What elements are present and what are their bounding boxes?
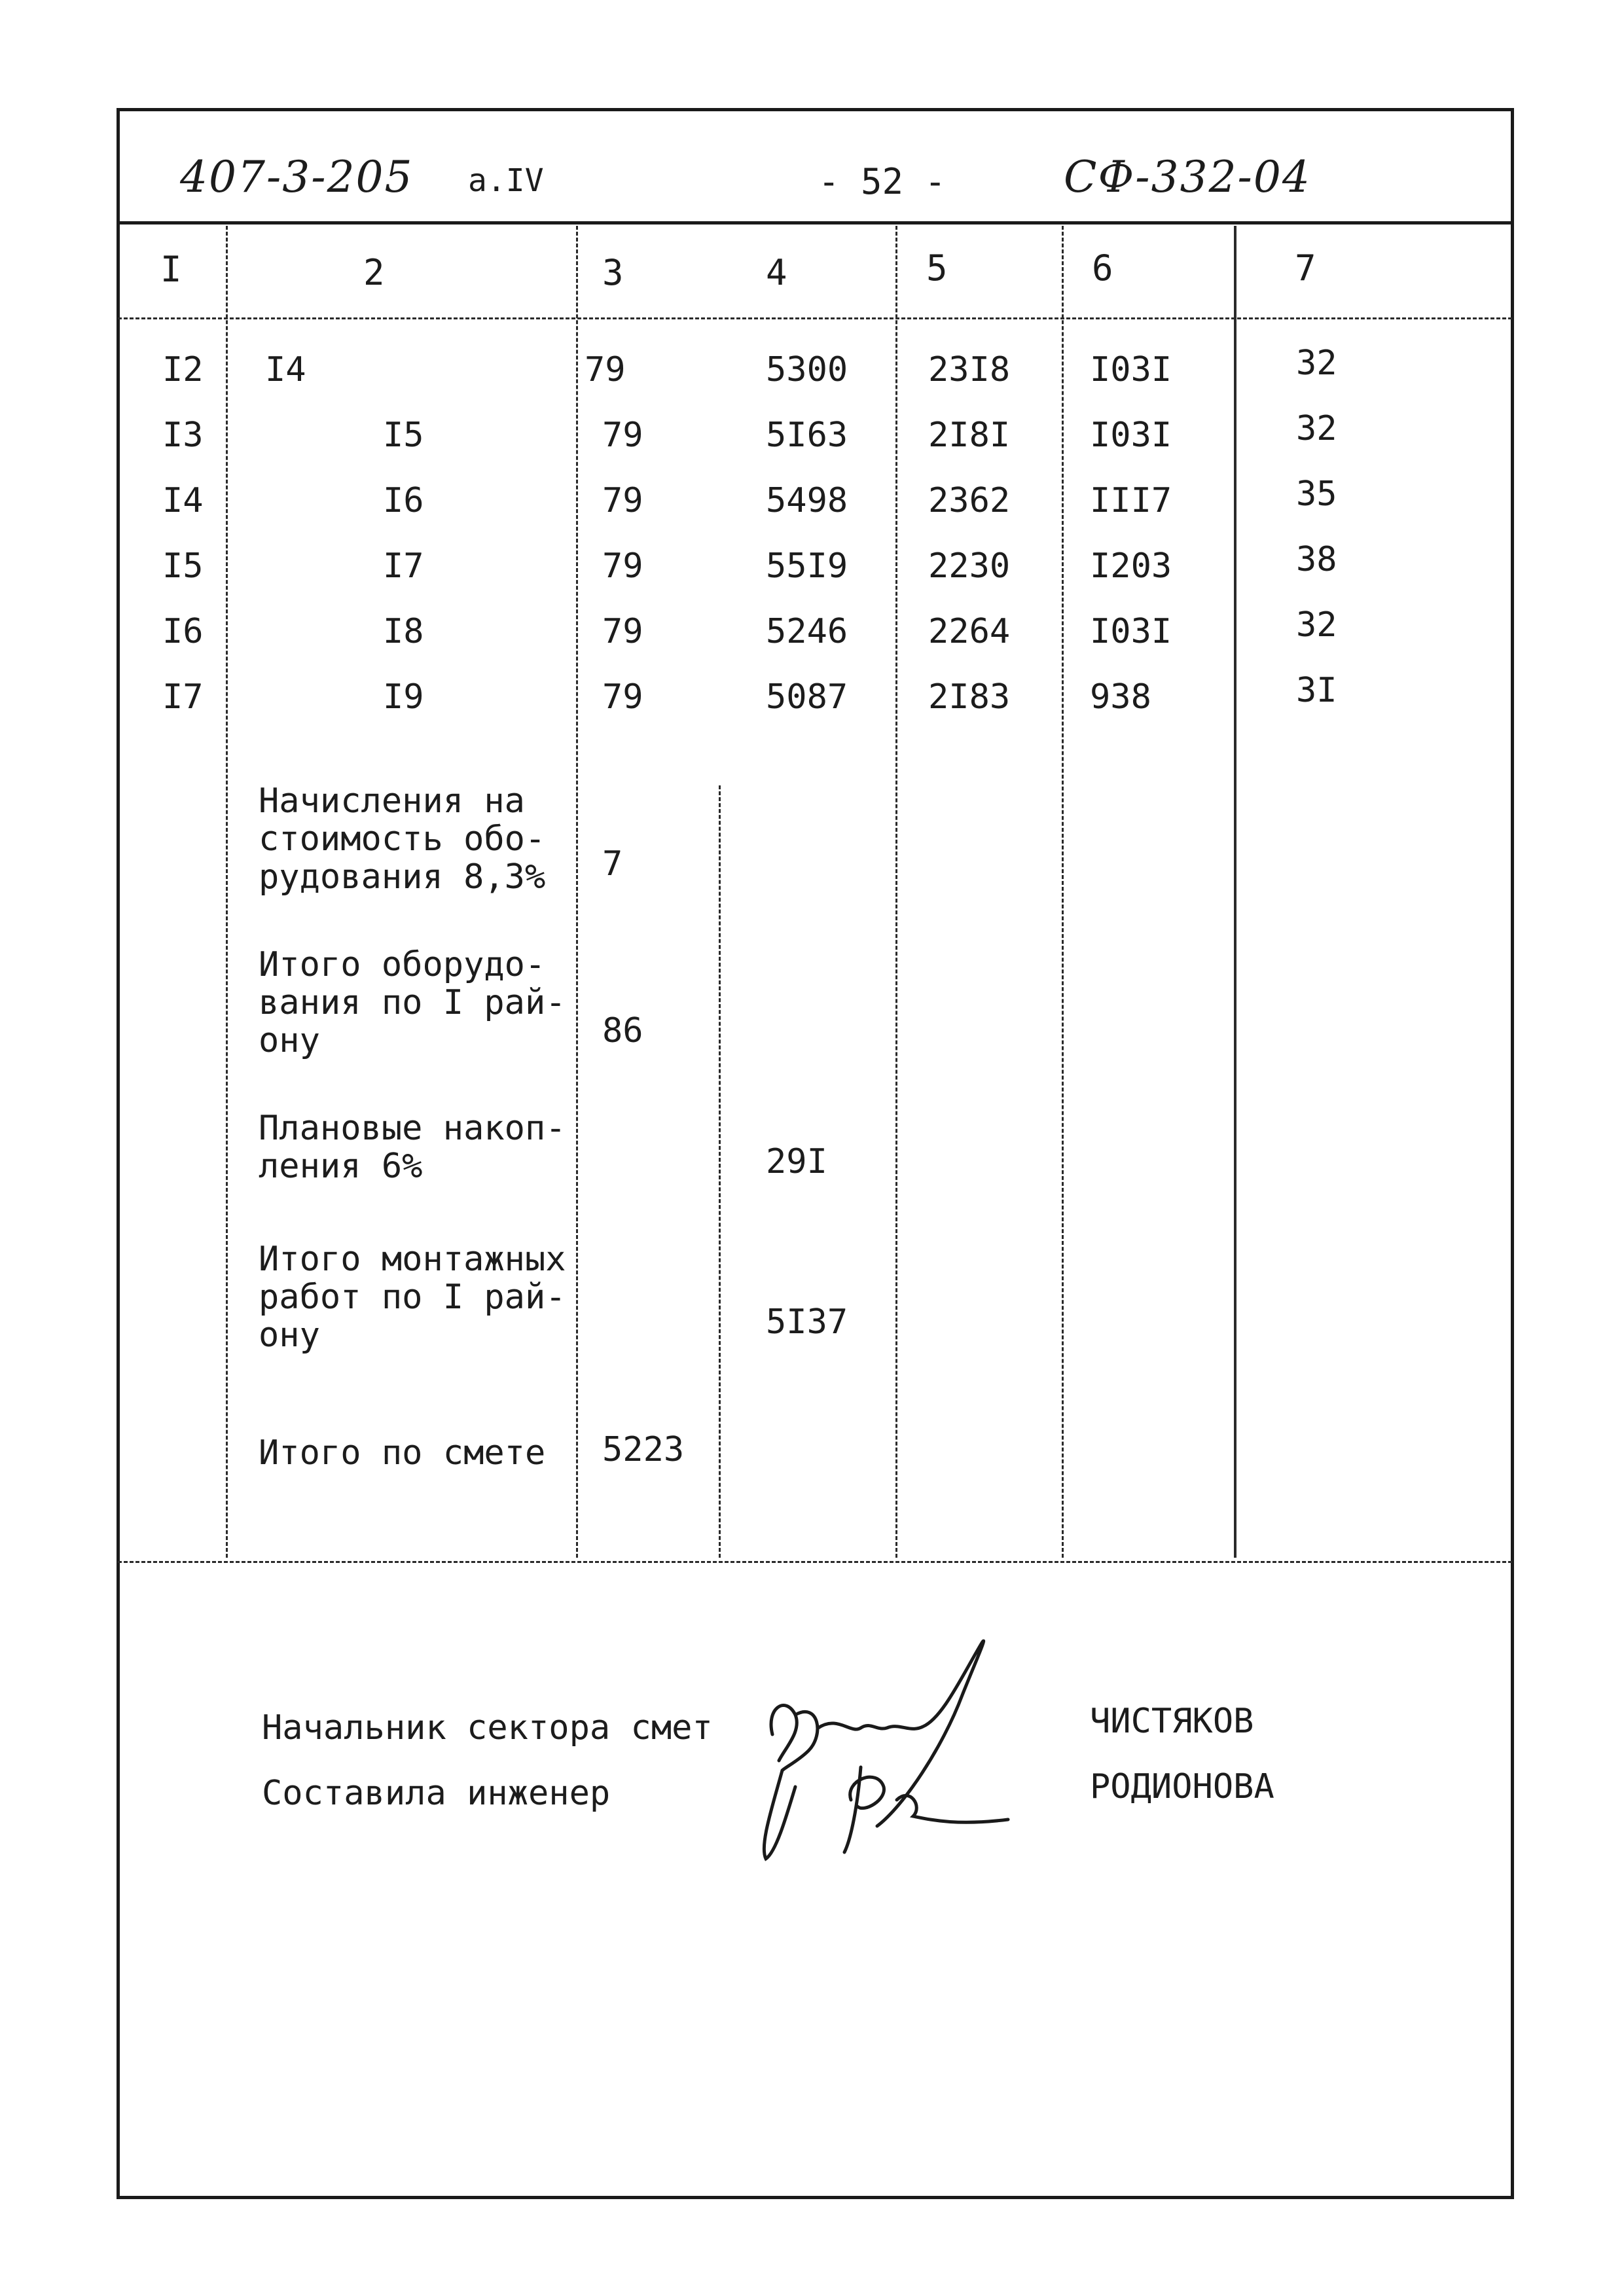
column-4-cell: 5300: [766, 350, 848, 389]
column-4-cell: 55I9: [766, 547, 848, 586]
column-5-cell: 2I83: [928, 677, 1011, 717]
project-code: 407-3-205: [180, 152, 414, 202]
column-6-cell: I03I: [1090, 350, 1172, 389]
signatory-role: Составила инженер: [262, 1774, 611, 1813]
column-header-7: 7: [1295, 247, 1316, 289]
summary-column-3: 7: [602, 844, 623, 884]
column-7-cell: 35: [1296, 475, 1337, 514]
column-5-cell: 2264: [928, 612, 1011, 651]
column-5-cell: 2230: [928, 547, 1011, 586]
album-number: a.IV: [468, 162, 544, 199]
column-7-cell: 38: [1296, 540, 1337, 579]
row-number-cell: I4: [162, 481, 204, 520]
column-7-cell: 3I: [1296, 671, 1337, 710]
column-7-cell: 32: [1296, 605, 1337, 645]
column-5-cell: 2I8I: [928, 416, 1011, 455]
column-7-cell: 32: [1296, 409, 1337, 448]
handwritten-signature: [746, 1636, 1021, 1872]
column-header-3: 3: [602, 252, 624, 293]
column-header-6: 6: [1092, 247, 1113, 289]
column-3-cell: 79: [602, 677, 643, 717]
summary-column-3: 86: [602, 1011, 643, 1050]
column-7-cell: 32: [1296, 344, 1337, 383]
item-number-cell: I4: [265, 350, 306, 389]
column-3-cell: 79: [602, 612, 643, 651]
column-separator: [576, 226, 578, 1558]
column-3-cell: 79: [602, 481, 643, 520]
summary-label: Начисления на стоимость обо- рудования 8,3%: [259, 781, 546, 897]
signatory-name: РОДИОНОВА: [1090, 1767, 1274, 1806]
item-number-cell: I7: [383, 547, 424, 586]
summary-column-3: 5223: [602, 1430, 685, 1469]
summary-label: Плановые накоп- ления 6%: [259, 1109, 566, 1186]
item-number-cell: I9: [383, 677, 424, 717]
table-bottom-divider: [118, 1561, 1512, 1563]
row-number-cell: I3: [162, 416, 204, 455]
column-6-cell: I03I: [1090, 612, 1172, 651]
row-number-cell: I5: [162, 547, 204, 586]
column-4-cell: 5246: [766, 612, 848, 651]
item-number-cell: I5: [383, 416, 424, 455]
column-separator: [226, 226, 228, 1558]
column-5-cell: 2362: [928, 481, 1011, 520]
column-separator: [895, 226, 897, 1558]
column-6-cell: 938: [1090, 677, 1151, 717]
item-number-cell: I6: [383, 481, 424, 520]
column-3-cell: 79: [602, 547, 643, 586]
column-3-cell: 79: [585, 350, 626, 389]
column-4-cell: 5498: [766, 481, 848, 520]
column-3-cell: 79: [602, 416, 643, 455]
column-5-cell: 23I8: [928, 350, 1011, 389]
column-separator: [1062, 226, 1064, 1558]
summary-label: Итого по смете: [259, 1433, 546, 1473]
header-divider: [117, 221, 1514, 224]
column-header-2: 2: [363, 252, 385, 293]
column-header-5: 5: [926, 247, 948, 289]
row-number-cell: I6: [162, 612, 204, 651]
column-4-cell: 5I63: [766, 416, 848, 455]
summary-label: Итого монтажных работ по I рай- ону: [259, 1240, 566, 1355]
column-4-cell: 5087: [766, 677, 848, 717]
column-6-cell: I03I: [1090, 416, 1172, 455]
summary-label: Итого оборудо- вания по I рай- ону: [259, 945, 566, 1060]
column-6-cell: I203: [1090, 547, 1172, 586]
summary-column-4: 29I: [766, 1142, 827, 1181]
page-number: - 52 -: [818, 161, 947, 202]
column-6-cell: III7: [1090, 481, 1172, 520]
summary-column-4: 5I37: [766, 1302, 848, 1342]
column-separator: [719, 785, 721, 1558]
row-number-cell: I7: [162, 677, 204, 717]
column-header-divider: [118, 317, 1512, 319]
sheet-code: СФ-332-04: [1064, 152, 1311, 202]
column-header-4: 4: [766, 252, 787, 293]
item-number-cell: I8: [383, 612, 424, 651]
column-separator: [1234, 226, 1236, 1558]
signatory-role: Начальник сектора смет: [262, 1708, 713, 1748]
row-number-cell: I2: [162, 350, 204, 389]
signatory-name: ЧИСТЯКОВ: [1090, 1702, 1254, 1741]
column-header-1: I: [160, 249, 182, 290]
